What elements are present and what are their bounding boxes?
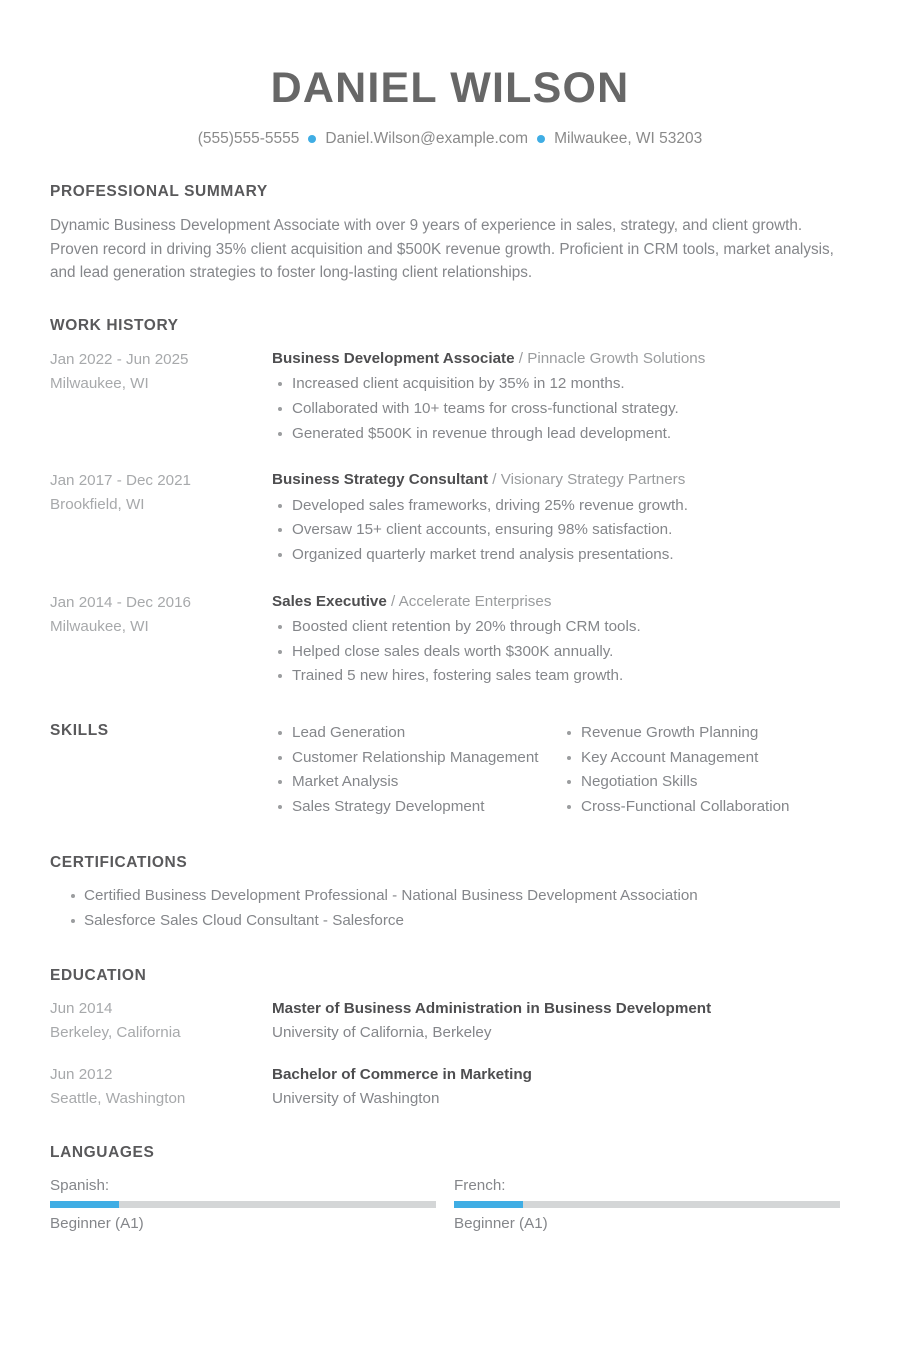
education-school: University of Washington [272,1089,440,1107]
language-proficiency-bar [454,1201,840,1208]
job-body [272,348,850,446]
job-location: Brookfield, WI [50,496,145,514]
job-bullet: Oversaw 15+ client accounts, ensuring 98% satisfaction. [272,518,850,543]
work-history-entry [50,591,850,689]
skill-item: Revenue Growth Planning [561,721,850,746]
language-level: Beginner (A1) [50,1215,144,1233]
job-body [272,591,850,689]
language-name: French: [454,1176,506,1194]
education-meta [50,997,272,1045]
section-heading: WORK HISTORY [50,316,179,334]
certification-item: Salesforce Sales Cloud Consultant - Salesforce [50,909,850,934]
skill-item: Sales Strategy Development [272,795,561,820]
section-heading: SKILLS [50,721,109,739]
skill-item: Lead Generation [272,721,561,746]
contact-line [50,130,850,148]
job-bullet-list [272,494,850,568]
job-bullet: Generated $500K in revenue through lead development. [272,422,850,447]
language-proficiency-bar [50,1201,436,1208]
language-level: Beginner (A1) [454,1215,548,1233]
education-date: Jun 2012 [50,1065,113,1083]
skills-column-left [272,721,561,820]
skill-item: Negotiation Skills [561,770,850,795]
job-dates: Jan 2017 - Dec 2021 [50,472,192,490]
section-skills [50,721,850,820]
skill-item: Market Analysis [272,770,561,795]
job-dates: Jan 2022 - Jun 2025 [50,350,189,368]
education-list [50,997,850,1111]
education-degree: Bachelor of Commerce in Marketing [272,1065,532,1083]
education-location: Seattle, Washington [50,1089,186,1107]
resume-header [50,0,850,148]
job-company: Accelerate Enterprises [398,592,552,610]
dot-separator-icon [537,135,545,143]
summary-text: Dynamic Business Development Associate with over 9 years of experience in sales, strategy, and client growth. Proven record in driving 35% client acquisition and $500K revenue growth. Proficient in CRM tools, market analysis, and lead generation strategies to foster long-lasting client relationships. [50,217,834,282]
education-entry [50,997,850,1045]
job-title-line [272,470,850,491]
work-history-entry [50,348,850,446]
section-heading: CERTIFICATIONS [50,854,188,872]
job-bullet: Increased client acquisition by 35% in 12 months. [272,372,850,397]
work-history-list [50,348,850,689]
job-location: Milwaukee, WI [50,617,149,635]
skills-columns [272,721,850,820]
job-title: Sales Executive [272,592,387,610]
education-body [272,997,850,1045]
job-location: Milwaukee, WI [50,374,149,392]
job-company: Pinnacle Growth Solutions [527,349,706,367]
section-professional-summary [50,183,850,285]
page-title: DANIEL WILSON [270,64,630,112]
contact-phone: (555)555-5555 [197,130,300,148]
job-meta [50,348,272,446]
job-meta [50,469,272,567]
education-location: Berkeley, California [50,1023,181,1041]
education-entry [50,1063,850,1111]
education-date: Jun 2014 [50,999,113,1017]
section-education [50,967,850,1111]
job-bullet-list [272,372,850,446]
contact-email: Daniel.Wilson@example.com [325,130,529,148]
education-body [272,1063,850,1111]
job-company: Visionary Strategy Partners [500,471,686,489]
language-name: Spanish: [50,1176,110,1194]
section-certifications [50,854,850,934]
job-bullet: Collaborated with 10+ teams for cross-functional strategy. [272,397,850,422]
job-bullet: Organized quarterly market trend analysis presentations. [272,543,850,568]
education-school: University of California, Berkeley [272,1023,492,1041]
job-separator: / [514,349,528,367]
skill-item: Key Account Management [561,746,850,771]
job-bullet: Developed sales frameworks, driving 25% revenue growth. [272,494,850,519]
language-proficiency-fill [454,1201,523,1208]
section-work-history [50,317,850,689]
job-body [272,469,850,567]
job-separator: / [488,471,501,489]
work-history-entry [50,469,850,567]
job-title-line [272,349,850,370]
section-heading: LANGUAGES [50,1143,155,1161]
language-entry [50,1176,436,1235]
certification-list [50,884,850,934]
job-separator: / [386,592,399,610]
language-proficiency-fill [50,1201,119,1208]
job-dates: Jan 2014 - Dec 2016 [50,593,192,611]
certification-item: Certified Business Development Professional - National Business Development Association [50,884,850,909]
contact-location: Milwaukee, WI 53203 [554,130,703,148]
job-bullet: Boosted client retention by 20% through CRM tools. [272,615,850,640]
skill-item: Customer Relationship Management [272,746,561,771]
job-bullet: Trained 5 new hires, fostering sales team growth. [272,664,850,689]
job-title: Business Development Associate [272,349,515,367]
job-title-line [272,592,850,613]
dot-separator-icon [308,135,316,143]
job-title: Business Strategy Consultant [272,471,489,489]
job-meta [50,591,272,689]
skill-item: Cross-Functional Collaboration [561,795,850,820]
section-languages [50,1144,850,1235]
education-degree: Master of Business Administration in Business Development [272,999,712,1017]
section-heading: PROFESSIONAL SUMMARY [50,183,268,201]
skills-column-right [561,721,850,820]
language-entry [454,1176,840,1235]
job-bullet-list [272,615,850,689]
section-heading: EDUCATION [50,966,147,984]
languages-grid [50,1176,850,1235]
job-bullet: Helped close sales deals worth $300K annually. [272,640,850,665]
education-meta [50,1063,272,1111]
